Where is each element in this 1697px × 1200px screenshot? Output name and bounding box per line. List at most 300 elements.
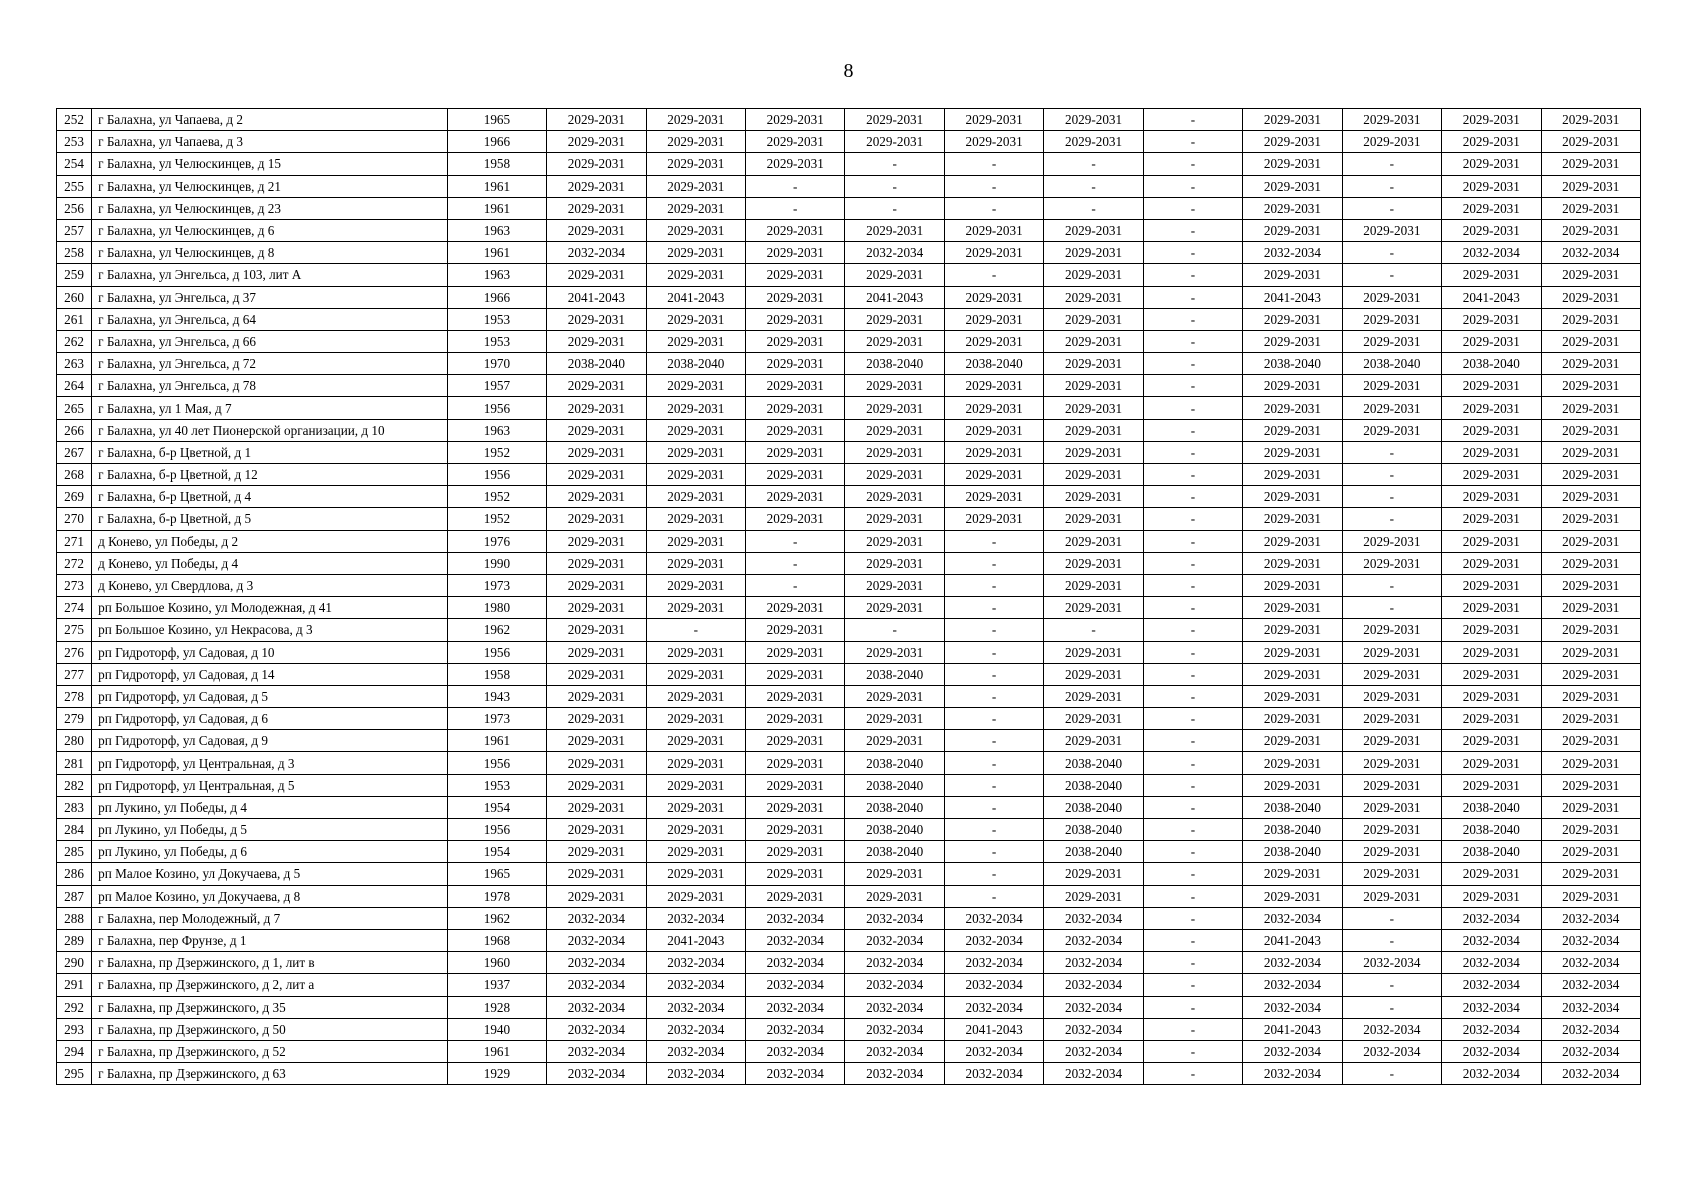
period-cell: 2029-2031: [746, 663, 845, 685]
address-cell: г Балахна, ул Энгельса, д 78: [92, 375, 448, 397]
row-number-cell: 264: [57, 375, 92, 397]
period-cell: 2029-2031: [845, 508, 944, 530]
period-cell: 2029-2031: [1243, 441, 1342, 463]
period-cell: 2032-2034: [1442, 952, 1541, 974]
period-cell: 2038-2040: [1442, 819, 1541, 841]
period-cell: 2032-2034: [1044, 907, 1143, 929]
row-number-cell: 295: [57, 1063, 92, 1085]
period-cell: 2029-2031: [547, 486, 646, 508]
table-row: [57, 153, 1641, 175]
period-cell: 2029-2031: [1044, 486, 1143, 508]
year-cell: 1956: [447, 397, 546, 419]
period-cell: -: [1342, 508, 1441, 530]
year-cell: 1963: [447, 264, 546, 286]
period-cell: -: [1143, 752, 1242, 774]
period-cell: 2038-2040: [646, 353, 745, 375]
address-cell: рп Гидроторф, ул Садовая, д 10: [92, 641, 448, 663]
table-row: [57, 330, 1641, 352]
period-cell: 2029-2031: [1442, 597, 1541, 619]
period-cell: -: [944, 863, 1043, 885]
period-cell: 2029-2031: [1044, 574, 1143, 596]
table-row: [57, 131, 1641, 153]
period-cell: -: [1342, 486, 1441, 508]
row-number-cell: 252: [57, 109, 92, 131]
period-cell: 2032-2034: [1243, 974, 1342, 996]
period-cell: 2029-2031: [547, 841, 646, 863]
period-cell: 2029-2031: [1044, 131, 1143, 153]
period-cell: 2029-2031: [1342, 685, 1441, 707]
table-row: [57, 286, 1641, 308]
period-cell: 2032-2034: [944, 929, 1043, 951]
period-cell: 2038-2040: [845, 663, 944, 685]
period-cell: 2029-2031: [646, 597, 745, 619]
row-number-cell: 282: [57, 774, 92, 796]
table-row: [57, 663, 1641, 685]
period-cell: -: [944, 752, 1043, 774]
period-cell: 2029-2031: [746, 508, 845, 530]
period-cell: 2029-2031: [845, 641, 944, 663]
table-row: [57, 508, 1641, 530]
year-cell: 1973: [447, 708, 546, 730]
period-cell: 2029-2031: [1442, 730, 1541, 752]
period-cell: 2041-2043: [1243, 1018, 1342, 1040]
table-row: [57, 996, 1641, 1018]
period-cell: -: [1143, 774, 1242, 796]
period-cell: 2029-2031: [1442, 375, 1541, 397]
period-cell: 2029-2031: [1243, 619, 1342, 641]
period-cell: 2029-2031: [547, 375, 646, 397]
year-cell: 1963: [447, 419, 546, 441]
period-cell: 2029-2031: [1541, 774, 1640, 796]
period-cell: -: [1342, 1063, 1441, 1085]
row-number-cell: 268: [57, 464, 92, 486]
period-cell: 2032-2034: [1044, 974, 1143, 996]
period-cell: -: [1342, 153, 1441, 175]
period-cell: 2029-2031: [746, 619, 845, 641]
period-cell: 2029-2031: [646, 131, 745, 153]
period-cell: 2032-2034: [1541, 1063, 1640, 1085]
period-cell: 2032-2034: [646, 1063, 745, 1085]
period-cell: 2029-2031: [646, 819, 745, 841]
address-cell: рп Гидроторф, ул Центральная, д 3: [92, 752, 448, 774]
period-cell: 2029-2031: [1243, 574, 1342, 596]
period-cell: 2029-2031: [1044, 552, 1143, 574]
period-cell: 2029-2031: [1044, 242, 1143, 264]
period-cell: 2032-2034: [1044, 929, 1143, 951]
period-cell: 2029-2031: [1442, 330, 1541, 352]
period-cell: 2029-2031: [1541, 264, 1640, 286]
period-cell: 2029-2031: [646, 885, 745, 907]
period-cell: -: [1143, 1040, 1242, 1062]
period-cell: 2032-2034: [1442, 1063, 1541, 1085]
period-cell: 2032-2034: [1541, 907, 1640, 929]
period-cell: 2029-2031: [944, 219, 1043, 241]
table-row: [57, 907, 1641, 929]
address-cell: г Балахна, пр Дзержинского, д 50: [92, 1018, 448, 1040]
row-number-cell: 288: [57, 907, 92, 929]
year-cell: 1990: [447, 552, 546, 574]
address-cell: г Балахна, ул Энгельса, д 103, лит А: [92, 264, 448, 286]
year-cell: 1954: [447, 841, 546, 863]
period-cell: 2032-2034: [944, 907, 1043, 929]
period-cell: 2029-2031: [845, 375, 944, 397]
period-cell: 2029-2031: [1342, 774, 1441, 796]
address-cell: рп Малое Козино, ул Докучаева, д 8: [92, 885, 448, 907]
period-cell: 2029-2031: [646, 685, 745, 707]
period-cell: 2029-2031: [1442, 774, 1541, 796]
year-cell: 1957: [447, 375, 546, 397]
address-cell: г Балахна, ул Челюскинцев, д 8: [92, 242, 448, 264]
period-cell: 2029-2031: [1044, 863, 1143, 885]
period-cell: 2029-2031: [1342, 552, 1441, 574]
year-cell: 1958: [447, 153, 546, 175]
period-cell: 2029-2031: [1342, 663, 1441, 685]
period-cell: 2029-2031: [944, 464, 1043, 486]
row-number-cell: 294: [57, 1040, 92, 1062]
period-cell: -: [1143, 1018, 1242, 1040]
period-cell: 2032-2034: [1243, 996, 1342, 1018]
period-cell: 2038-2040: [1442, 353, 1541, 375]
period-cell: 2029-2031: [845, 219, 944, 241]
period-cell: 2029-2031: [1044, 885, 1143, 907]
period-cell: 2029-2031: [1044, 264, 1143, 286]
period-cell: 2032-2034: [746, 1040, 845, 1062]
period-cell: 2029-2031: [1243, 219, 1342, 241]
year-cell: 1966: [447, 131, 546, 153]
table-row: [57, 1063, 1641, 1085]
period-cell: -: [944, 153, 1043, 175]
period-cell: 2029-2031: [547, 109, 646, 131]
period-cell: 2029-2031: [1044, 508, 1143, 530]
period-cell: 2029-2031: [746, 131, 845, 153]
period-cell: 2029-2031: [547, 419, 646, 441]
period-cell: 2038-2040: [845, 819, 944, 841]
address-cell: рп Гидроторф, ул Садовая, д 9: [92, 730, 448, 752]
table-row: [57, 885, 1641, 907]
row-number-cell: 254: [57, 153, 92, 175]
period-cell: -: [944, 663, 1043, 685]
period-cell: 2029-2031: [746, 242, 845, 264]
period-cell: 2029-2031: [1243, 597, 1342, 619]
period-cell: 2029-2031: [1342, 131, 1441, 153]
period-cell: 2032-2034: [746, 1018, 845, 1040]
table-row: [57, 774, 1641, 796]
period-cell: 2029-2031: [1243, 708, 1342, 730]
period-cell: 2029-2031: [1541, 641, 1640, 663]
period-cell: 2029-2031: [746, 153, 845, 175]
period-cell: -: [1143, 308, 1242, 330]
address-cell: г Балахна, ул Челюскинцев, д 23: [92, 197, 448, 219]
period-cell: 2032-2034: [1044, 1040, 1143, 1062]
period-cell: 2029-2031: [1541, 552, 1640, 574]
period-cell: 2038-2040: [1044, 841, 1143, 863]
period-cell: 2029-2031: [746, 685, 845, 707]
address-cell: г Балахна, пер Молодежный, д 7: [92, 907, 448, 929]
period-cell: 2029-2031: [1243, 685, 1342, 707]
period-cell: 2029-2031: [547, 441, 646, 463]
period-cell: 2029-2031: [845, 419, 944, 441]
period-cell: -: [1342, 929, 1441, 951]
period-cell: 2029-2031: [646, 752, 745, 774]
address-cell: д Конево, ул Свердлова, д 3: [92, 574, 448, 596]
row-number-cell: 279: [57, 708, 92, 730]
year-cell: 1965: [447, 109, 546, 131]
period-cell: 2029-2031: [746, 264, 845, 286]
year-cell: 1962: [447, 619, 546, 641]
year-cell: 1961: [447, 242, 546, 264]
period-cell: 2029-2031: [746, 774, 845, 796]
period-cell: 2029-2031: [1541, 419, 1640, 441]
period-cell: 2038-2040: [845, 353, 944, 375]
period-cell: 2029-2031: [1342, 308, 1441, 330]
period-cell: 2029-2031: [1442, 486, 1541, 508]
table-row: [57, 175, 1641, 197]
year-cell: 1956: [447, 464, 546, 486]
row-number-cell: 263: [57, 353, 92, 375]
period-cell: 2029-2031: [547, 530, 646, 552]
period-cell: 2038-2040: [845, 774, 944, 796]
period-cell: 2038-2040: [944, 353, 1043, 375]
period-cell: 2032-2034: [646, 996, 745, 1018]
period-cell: 2029-2031: [1044, 530, 1143, 552]
period-cell: 2032-2034: [746, 907, 845, 929]
period-cell: -: [944, 597, 1043, 619]
period-cell: -: [1143, 885, 1242, 907]
period-cell: -: [1143, 708, 1242, 730]
period-cell: 2029-2031: [1442, 552, 1541, 574]
period-cell: 2032-2034: [547, 996, 646, 1018]
period-cell: 2041-2043: [944, 1018, 1043, 1040]
period-cell: 2032-2034: [1243, 242, 1342, 264]
period-cell: -: [1342, 441, 1441, 463]
period-cell: 2029-2031: [1541, 796, 1640, 818]
period-cell: 2029-2031: [1243, 863, 1342, 885]
year-cell: 1940: [447, 1018, 546, 1040]
period-cell: 2029-2031: [1044, 286, 1143, 308]
row-number-cell: 256: [57, 197, 92, 219]
period-cell: 2038-2040: [1442, 841, 1541, 863]
period-cell: 2041-2043: [1243, 286, 1342, 308]
period-cell: 2029-2031: [646, 863, 745, 885]
period-cell: 2029-2031: [746, 708, 845, 730]
period-cell: 2029-2031: [1442, 619, 1541, 641]
period-cell: 2029-2031: [646, 397, 745, 419]
period-cell: 2029-2031: [547, 708, 646, 730]
period-cell: 2032-2034: [1541, 952, 1640, 974]
period-cell: -: [1342, 907, 1441, 929]
table-row: [57, 419, 1641, 441]
table-row: [57, 552, 1641, 574]
row-number-cell: 277: [57, 663, 92, 685]
period-cell: 2029-2031: [646, 441, 745, 463]
address-cell: д Конево, ул Победы, д 4: [92, 552, 448, 574]
period-cell: 2029-2031: [547, 885, 646, 907]
period-cell: 2029-2031: [1243, 464, 1342, 486]
period-cell: -: [1143, 841, 1242, 863]
period-cell: 2029-2031: [1541, 219, 1640, 241]
period-cell: -: [1143, 464, 1242, 486]
table-row: [57, 1040, 1641, 1062]
row-number-cell: 284: [57, 819, 92, 841]
period-cell: 2029-2031: [547, 574, 646, 596]
row-number-cell: 291: [57, 974, 92, 996]
period-cell: -: [746, 552, 845, 574]
period-cell: -: [944, 552, 1043, 574]
period-cell: 2029-2031: [746, 109, 845, 131]
period-cell: 2029-2031: [845, 597, 944, 619]
period-cell: -: [1342, 597, 1441, 619]
table-row: [57, 486, 1641, 508]
period-cell: 2029-2031: [547, 330, 646, 352]
period-cell: 2032-2034: [746, 1063, 845, 1085]
period-cell: 2029-2031: [646, 242, 745, 264]
period-cell: -: [1044, 175, 1143, 197]
period-cell: 2029-2031: [1044, 419, 1143, 441]
address-cell: г Балахна, ул Энгельса, д 66: [92, 330, 448, 352]
table-row: [57, 974, 1641, 996]
period-cell: 2038-2040: [1243, 353, 1342, 375]
period-cell: 2029-2031: [1342, 885, 1441, 907]
period-cell: -: [845, 619, 944, 641]
table-row: [57, 597, 1641, 619]
period-cell: 2029-2031: [1044, 441, 1143, 463]
period-cell: 2029-2031: [547, 308, 646, 330]
period-cell: -: [1342, 574, 1441, 596]
period-cell: 2029-2031: [944, 441, 1043, 463]
period-cell: 2029-2031: [547, 752, 646, 774]
row-number-cell: 289: [57, 929, 92, 951]
period-cell: 2029-2031: [547, 397, 646, 419]
period-cell: 2029-2031: [1442, 530, 1541, 552]
period-cell: 2038-2040: [1243, 796, 1342, 818]
period-cell: 2032-2034: [547, 974, 646, 996]
period-cell: 2029-2031: [1442, 175, 1541, 197]
period-cell: 2038-2040: [1243, 819, 1342, 841]
period-cell: 2029-2031: [646, 796, 745, 818]
table-body: [57, 109, 1641, 1085]
period-cell: 2032-2034: [746, 929, 845, 951]
address-cell: г Балахна, ул Челюскинцев, д 21: [92, 175, 448, 197]
address-cell: г Балахна, ул Энгельса, д 37: [92, 286, 448, 308]
period-cell: 2029-2031: [1442, 708, 1541, 730]
address-cell: г Балахна, пр Дзержинского, д 52: [92, 1040, 448, 1062]
period-cell: 2029-2031: [1541, 752, 1640, 774]
period-cell: 2029-2031: [547, 730, 646, 752]
period-cell: -: [944, 641, 1043, 663]
period-cell: 2029-2031: [1044, 397, 1143, 419]
period-cell: 2029-2031: [646, 508, 745, 530]
year-cell: 1958: [447, 663, 546, 685]
period-cell: 2041-2043: [1243, 929, 1342, 951]
period-cell: 2029-2031: [1442, 641, 1541, 663]
period-cell: 2032-2034: [746, 974, 845, 996]
period-cell: 2041-2043: [547, 286, 646, 308]
period-cell: 2029-2031: [845, 574, 944, 596]
period-cell: 2029-2031: [646, 530, 745, 552]
period-cell: 2032-2034: [1342, 952, 1441, 974]
period-cell: 2029-2031: [1541, 464, 1640, 486]
period-cell: -: [1143, 242, 1242, 264]
period-cell: 2032-2034: [845, 929, 944, 951]
table-row: [57, 530, 1641, 552]
year-cell: 1980: [447, 597, 546, 619]
address-cell: г Балахна, ул Челюскинцев, д 6: [92, 219, 448, 241]
period-cell: 2029-2031: [547, 197, 646, 219]
period-cell: 2029-2031: [1044, 663, 1143, 685]
year-cell: 1956: [447, 641, 546, 663]
period-cell: -: [1342, 264, 1441, 286]
row-number-cell: 265: [57, 397, 92, 419]
period-cell: 2029-2031: [1541, 308, 1640, 330]
period-cell: 2029-2031: [845, 708, 944, 730]
address-cell: рп Большое Козино, ул Молодежная, д 41: [92, 597, 448, 619]
period-cell: 2029-2031: [547, 175, 646, 197]
period-cell: -: [1143, 907, 1242, 929]
period-cell: 2029-2031: [1044, 375, 1143, 397]
period-cell: -: [1143, 375, 1242, 397]
period-cell: -: [1143, 685, 1242, 707]
period-cell: 2029-2031: [1442, 131, 1541, 153]
period-cell: 2032-2034: [1243, 1040, 1342, 1062]
period-cell: -: [1143, 619, 1242, 641]
period-cell: -: [944, 175, 1043, 197]
period-cell: -: [944, 796, 1043, 818]
period-cell: 2029-2031: [1541, 486, 1640, 508]
period-cell: 2029-2031: [646, 464, 745, 486]
period-cell: 2029-2031: [1442, 752, 1541, 774]
period-cell: -: [1143, 952, 1242, 974]
period-cell: 2032-2034: [1342, 1040, 1441, 1062]
period-cell: -: [1143, 796, 1242, 818]
period-cell: -: [1044, 153, 1143, 175]
period-cell: 2032-2034: [845, 952, 944, 974]
period-cell: 2029-2031: [547, 663, 646, 685]
table-row: [57, 619, 1641, 641]
year-cell: 1953: [447, 308, 546, 330]
period-cell: 2032-2034: [646, 974, 745, 996]
period-cell: 2038-2040: [845, 841, 944, 863]
period-cell: 2029-2031: [746, 375, 845, 397]
period-cell: 2032-2034: [1541, 1018, 1640, 1040]
period-cell: 2029-2031: [1541, 375, 1640, 397]
period-cell: -: [1143, 929, 1242, 951]
period-cell: 2029-2031: [1442, 153, 1541, 175]
address-cell: г Балахна, ул Энгельса, д 72: [92, 353, 448, 375]
table-row: [57, 708, 1641, 730]
row-number-cell: 274: [57, 597, 92, 619]
period-cell: 2029-2031: [1442, 197, 1541, 219]
row-number-cell: 280: [57, 730, 92, 752]
period-cell: 2029-2031: [1342, 863, 1441, 885]
table-row: [57, 464, 1641, 486]
row-number-cell: 269: [57, 486, 92, 508]
table-row: [57, 863, 1641, 885]
period-cell: 2029-2031: [1044, 109, 1143, 131]
period-cell: 2032-2034: [1541, 974, 1640, 996]
row-number-cell: 292: [57, 996, 92, 1018]
year-cell: 1961: [447, 730, 546, 752]
table-row: [57, 685, 1641, 707]
period-cell: 2038-2040: [1243, 841, 1342, 863]
period-cell: -: [1342, 996, 1441, 1018]
row-number-cell: 281: [57, 752, 92, 774]
period-cell: -: [1143, 486, 1242, 508]
period-cell: 2029-2031: [845, 264, 944, 286]
row-number-cell: 275: [57, 619, 92, 641]
period-cell: 2029-2031: [1243, 153, 1342, 175]
period-cell: 2029-2031: [547, 863, 646, 885]
period-cell: -: [1143, 197, 1242, 219]
